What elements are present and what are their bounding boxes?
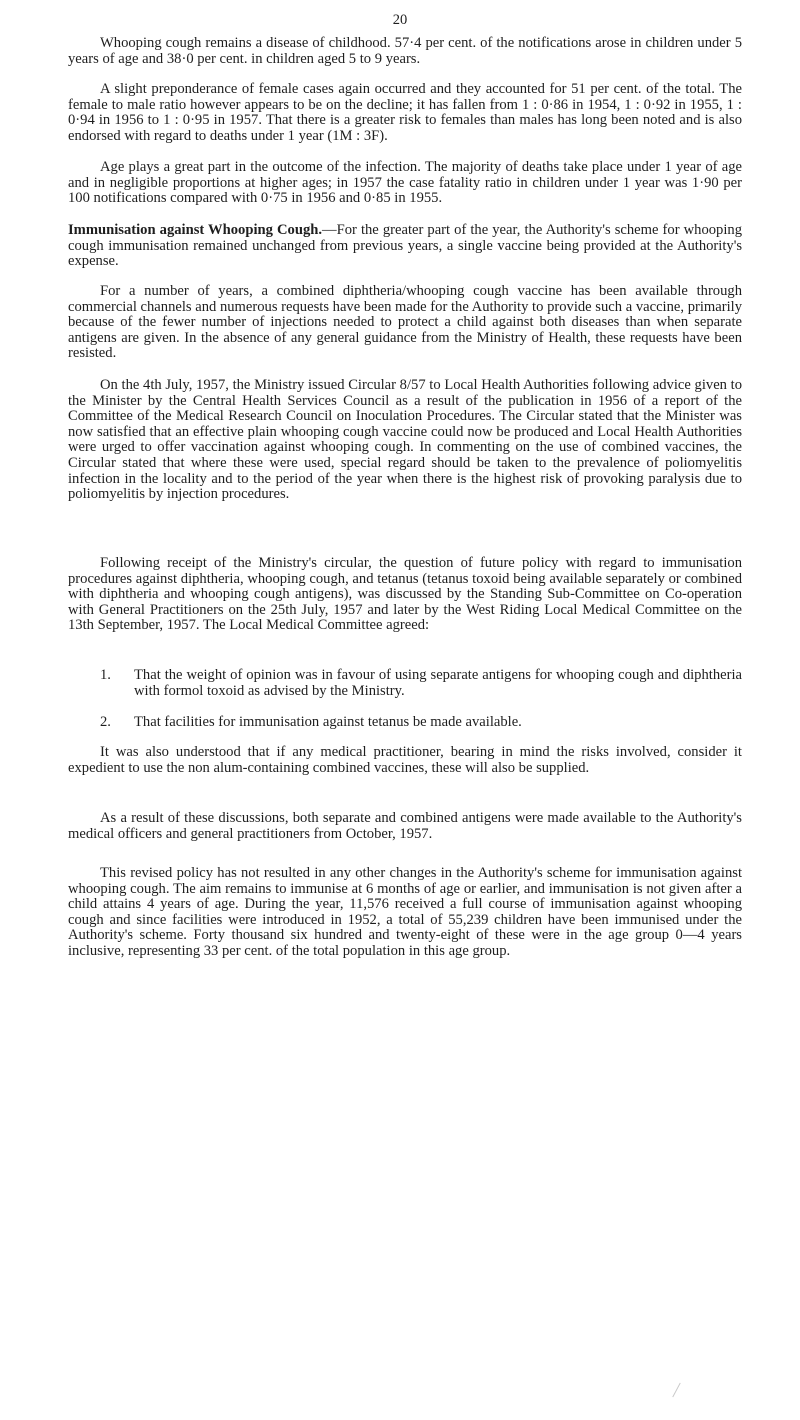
list-item-number: 1. xyxy=(100,667,111,683)
list-item-text: That facilities for immunisation against tetanus be made available. xyxy=(134,714,522,730)
paragraph-age-distribution: Whooping cough remains a disease of childhood. 57·4 per cent. of the notifications arose in children under 5 years of age and 38·0 per cent. in children aged 5 to 9 years. xyxy=(68,35,742,67)
paragraph-sex-ratio: A slight preponderance of female cases again occurred and they accounted for 51 per cent. of the total. The female to male ratio however appears to be on the decline; it has fallen from 1 : 0·86 in 1954, 1 : 0·92 in 1955, 1 : 0·94 in 1956 to 1 : 0·95 in 1957. That there is a greater risk to females than males has long been noted and is also endorsed with regard to deaths under 1 year (1M : 3F). xyxy=(68,81,742,144)
paragraph-age-outcome: Age plays a great part in the outcome of the infection. The majority of deaths take place under 1 year of age and in negligible proportions at higher ages; in 1957 the case fatality ratio in children under 1 year was 1·90 per 100 notifications compared with 0·75 in 1956 and 0·85 in 1955. xyxy=(68,159,742,207)
paragraph-combined-vaccine: For a number of years, a combined diphtheria/whooping cough vaccine has been available through commercial channels and numerous requests have been made for the Authority to provide such a vaccine, primarily because of the fewer number of injections needed to protect a child against both diseases than when separate antigens are given. In the absence of any general guidance from the Ministry of Health, these requests have been resisted. xyxy=(68,283,742,362)
list-item xyxy=(68,668,742,699)
paragraph-antigens-available: As a result of these discussions, both separate and combined antigens were made available to the Authority's medical officers and general practitioners from October, 1957. xyxy=(68,810,742,842)
paragraph-immunisation-results: This revised policy has not resulted in any other changes in the Authority's scheme for immunisation against whooping cough. The aim remains to immunise at 6 months of age or earlier, and immunisation is not given after a child attains 4 years of age. During the year, 11,576 received a full course of immunisation against whooping cough and since facilities were introduced in 1952, a total of 55,239 children have been immunised under the Authority's scheme. Forty thousand six hundred and twenty-eight of these were in the age group 0—4 years inclusive, representing 33 per cent. of the total population in this age group. xyxy=(68,865,742,959)
paragraph-immunisation-scheme xyxy=(68,223,742,270)
paragraph-immunisation-scheme-text: —For the greater part of the year, the Authority's scheme for whooping cough immunisation remained unchanged from previous years, a single vaccine being provided at the Authority's expense. xyxy=(68,222,742,270)
list-item-number: 2. xyxy=(100,714,111,730)
pencil-mark xyxy=(672,1383,680,1398)
list-item-text: That the weight of opinion was in favour of using separate antigens for whooping cough and diphtheria with formol toxoid as advised by the Ministry. xyxy=(134,667,742,699)
paragraph-policy-discussion: Following receipt of the Ministry's circular, the question of future policy with regard to immunisation procedures against diphtheria, whooping cough, and tetanus (tetanus toxoid being available separately or combined with diphtheria and whooping cough antigens), was discussed by the Standing Sub-Committee on Co-operation with General Practitioners on the 25th July, 1957 and later by the West Riding Local Medical Committee on the 13th September, 1957. The Local Medical Committee agreed: xyxy=(68,555,742,634)
page-number: 20 xyxy=(392,12,408,28)
list-item xyxy=(68,715,742,731)
paragraph-circular: On the 4th July, 1957, the Ministry issued Circular 8/57 to Local Health Authorities following advice given to the Minister by the Central Health Services Council as a result of the publication in 1956 of a report of the Committee of the Medical Research Council on Inoculation Procedures. The Circular stated that the Minister was now satisfied that an effective plain whooping cough vaccine could now be produced and Local Health Authorities were urged to offer vaccination against whooping cough. In commenting on the use of combined vaccines, the Circular stated that where these were used, special regard should be taken to the prevalence of poliomyelitis infection in the locality and to the period of the year when there is the highest risk of provoking paralysis due to poliomyelitis by injection procedures. xyxy=(68,377,742,503)
section-heading: Immunisation against Whooping Cough. xyxy=(68,222,323,238)
paragraph-supply-note: It was also understood that if any medical practitioner, bearing in mind the risks involved, consider it expedient to use the non alum-containing combined vaccines, these will also be supplied. xyxy=(68,744,742,776)
